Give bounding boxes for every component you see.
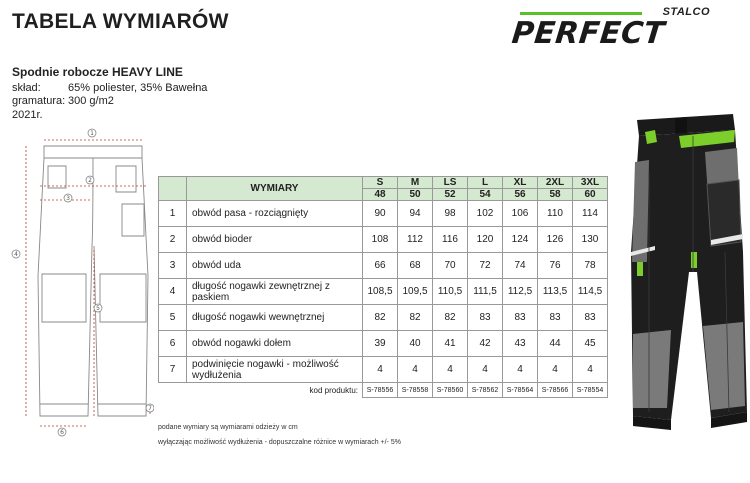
cell-value: 43	[503, 331, 538, 357]
cell-value: 76	[538, 253, 573, 279]
cell-value: 39	[363, 331, 398, 357]
cell-value: 108	[363, 227, 398, 253]
cell-value: 90	[363, 201, 398, 227]
cell-value: 72	[468, 253, 503, 279]
marker-label-7: 7	[148, 405, 152, 412]
cell-value: 4	[363, 357, 398, 383]
marker-label-1: 1	[90, 130, 94, 137]
cell-value: 44	[538, 331, 573, 357]
cell-value: 130	[573, 227, 608, 253]
size-table	[158, 176, 608, 398]
cell-value: 66	[363, 253, 398, 279]
size-M: M	[398, 177, 433, 189]
product-code: S-78566	[538, 383, 573, 398]
cell-value: 83	[538, 305, 573, 331]
product-code-row	[159, 383, 608, 398]
cell-value: 113,5	[538, 279, 573, 305]
row-label: obwód uda	[187, 253, 363, 279]
cell-value: 126	[538, 227, 573, 253]
product-composition-row	[12, 82, 207, 96]
row-number: 1	[159, 201, 187, 227]
row-label: podwinięcie nogawki - możliwość wydłużenia	[187, 357, 363, 383]
cell-value: 4	[398, 357, 433, 383]
eu-size: 50	[398, 189, 433, 201]
weight-value: 300 g/m2	[68, 95, 114, 107]
eu-size: 56	[503, 189, 538, 201]
cell-value: 83	[503, 305, 538, 331]
cell-value: 83	[468, 305, 503, 331]
row-number: 2	[159, 227, 187, 253]
cell-value: 82	[398, 305, 433, 331]
cell-value: 4	[468, 357, 503, 383]
page-title: TABELA WYMIARÓW	[12, 10, 229, 33]
marker-label-6: 6	[60, 429, 64, 436]
cell-value: 45	[573, 331, 608, 357]
logo-perfect: PERFECT	[510, 16, 667, 51]
product-year: 2021r.	[12, 108, 43, 121]
trousers-product-photo	[615, 112, 750, 442]
size-header-row	[159, 177, 608, 189]
cell-value: 108,5	[363, 279, 398, 305]
product-code: S-78564	[503, 383, 538, 398]
size-XL: XL	[503, 177, 538, 189]
size-2XL: 2XL	[538, 177, 573, 189]
cell-value: 102	[468, 201, 503, 227]
cell-value: 82	[433, 305, 468, 331]
cell-value: 98	[433, 201, 468, 227]
size-S: S	[363, 177, 398, 189]
logo-stalco: STALCO	[662, 6, 710, 18]
eu-size: 58	[538, 189, 573, 201]
brand-logo	[512, 4, 734, 52]
header-wymiary: WYMIARY	[187, 177, 363, 201]
row-label: obwód nogawki dołem	[187, 331, 363, 357]
eu-size: 54	[468, 189, 503, 201]
product-weight-row	[12, 95, 207, 109]
cell-value: 4	[433, 357, 468, 383]
product-code: S-78554	[573, 383, 608, 398]
cell-value: 110	[538, 201, 573, 227]
table-row	[159, 201, 608, 227]
cell-value: 114,5	[573, 279, 608, 305]
table-row	[159, 331, 608, 357]
cell-value: 124	[503, 227, 538, 253]
composition-value: 65% poliester, 35% Bawełna	[68, 81, 208, 94]
composition-key: skład:	[12, 81, 41, 94]
cell-value: 40	[398, 331, 433, 357]
cell-value: 70	[433, 253, 468, 279]
cell-value: 120	[468, 227, 503, 253]
cell-value: 4	[538, 357, 573, 383]
eu-size: 52	[433, 189, 468, 201]
cell-value: 106	[503, 201, 538, 227]
size-LS: LS	[433, 177, 468, 189]
trousers-measurement-drawing	[4, 126, 154, 438]
header-corner	[159, 177, 187, 201]
table-row	[159, 227, 608, 253]
cell-value: 111,5	[468, 279, 503, 305]
product-code: S-78558	[398, 383, 433, 398]
table-row	[159, 305, 608, 331]
note-line: podane wymiary są wymiarami odzieży w cm	[158, 424, 298, 431]
product-name: Spodnie robocze HEAVY LINE	[12, 65, 183, 79]
cell-value: 110,5	[433, 279, 468, 305]
cell-value: 78	[573, 253, 608, 279]
size-3XL: 3XL	[573, 177, 608, 189]
product-code: S-78560	[433, 383, 468, 398]
row-label: obwód bioder	[187, 227, 363, 253]
product-info	[12, 66, 207, 122]
table-notes	[158, 420, 401, 450]
row-label: długość nogawki wewnętrznej	[187, 305, 363, 331]
row-number: 3	[159, 253, 187, 279]
eu-size: 60	[573, 189, 608, 201]
table-row	[159, 279, 608, 305]
row-label: długość nogawki zewnętrznej z paskiem	[187, 279, 363, 305]
note-line: wyłączając możliwość wydłużenia - dopuszczalne różnice w wymiarach +/- 5%	[158, 439, 401, 446]
row-number: 7	[159, 357, 187, 383]
logo-accent-bar	[520, 12, 642, 15]
cell-value: 116	[433, 227, 468, 253]
cell-value: 109,5	[398, 279, 433, 305]
cell-value: 94	[398, 201, 433, 227]
marker-label-2: 2	[88, 177, 92, 184]
cell-value: 4	[503, 357, 538, 383]
cell-value: 68	[398, 253, 433, 279]
marker-label-4: 4	[14, 251, 18, 258]
cell-value: 114	[573, 201, 608, 227]
weight-key: gramatura:	[12, 95, 66, 107]
cell-value: 74	[503, 253, 538, 279]
product-code-label: kod produktu:	[309, 385, 358, 395]
row-label: obwód pasa - rozciągnięty	[187, 201, 363, 227]
row-number: 6	[159, 331, 187, 357]
marker-label-3: 3	[66, 195, 70, 202]
product-code: S-78562	[468, 383, 503, 398]
row-number: 4	[159, 279, 187, 305]
cell-value: 82	[363, 305, 398, 331]
cell-value: 112	[398, 227, 433, 253]
table-row	[159, 253, 608, 279]
product-code: S-78556	[363, 383, 398, 398]
cell-value: 41	[433, 331, 468, 357]
cell-value: 4	[573, 357, 608, 383]
eu-size: 48	[363, 189, 398, 201]
table-row	[159, 357, 608, 383]
cell-value: 42	[468, 331, 503, 357]
cell-value: 112,5	[503, 279, 538, 305]
row-number: 5	[159, 305, 187, 331]
cell-value: 83	[573, 305, 608, 331]
size-L: L	[468, 177, 503, 189]
marker-label-5: 5	[96, 305, 100, 312]
